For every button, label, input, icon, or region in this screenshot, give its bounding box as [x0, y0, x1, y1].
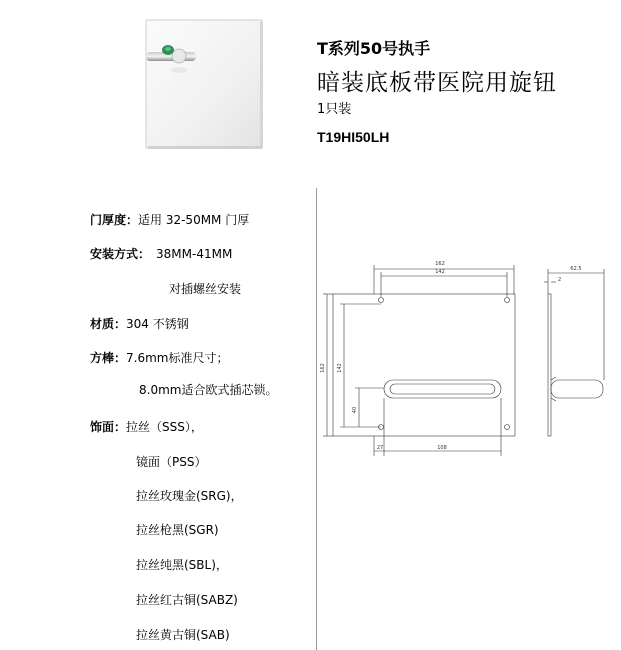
divider	[316, 188, 317, 650]
mounting-hole	[505, 425, 510, 430]
spec-spindle-alt: 8.0mm适合欧式插芯锁。	[139, 383, 278, 397]
dim-lever-height: 40	[352, 406, 358, 414]
spec-value: 适用 32-50MM 门厚	[138, 213, 250, 227]
pack-quantity: 1只装	[317, 102, 352, 117]
spec-install	[90, 245, 232, 262]
dim-side-projection: 62.5	[570, 266, 582, 272]
spec-label: 门厚度：	[90, 213, 139, 227]
product-photo	[136, 18, 264, 150]
spec-label: 饰面：	[90, 420, 127, 434]
finish-item: 拉丝黄古铜(SAB)	[136, 628, 230, 642]
finish-item: 镜面（PSS）	[136, 455, 207, 469]
dim-height-total: 162	[320, 363, 326, 373]
finish-item: 拉丝（SSS），	[126, 420, 203, 434]
plate-outline	[333, 294, 515, 436]
spec-install-method: 对插螺丝安装	[169, 282, 242, 296]
finish-item: 拉丝玫瑰金(SRG)，	[136, 489, 243, 503]
side-view-lever	[551, 380, 603, 398]
spec-value: 304 不锈钢	[126, 317, 189, 331]
mounting-hole	[505, 298, 510, 303]
spec-label: 安装方式：	[90, 247, 151, 261]
series-title: T系列50号执手	[317, 39, 431, 58]
spec-value: 7.6mm标准尺寸；	[126, 351, 229, 365]
dim-left-offset: 27	[376, 445, 384, 451]
spec-label: 材质：	[90, 317, 127, 331]
spec-material	[90, 315, 189, 332]
spec-door-thickness	[90, 211, 249, 228]
spec-spindle	[90, 349, 228, 366]
model-code: T19HI50LH	[317, 129, 390, 145]
finish-item: 拉丝枪黑(SGR)	[136, 523, 219, 537]
dim-plate-thickness: 2	[558, 277, 562, 283]
finish-item: 拉丝纯黑(SBL)，	[136, 558, 228, 572]
dim-lever-length: 108	[437, 445, 447, 451]
lever-inner	[390, 384, 495, 394]
product-name: 暗装底板带医院用旋钮	[317, 70, 557, 96]
mounting-hole	[379, 298, 384, 303]
dim-height-holes: 142	[337, 363, 343, 373]
spec-finish	[90, 418, 203, 435]
technical-drawing	[320, 250, 620, 460]
dim-hole-spacing: 142	[435, 269, 445, 275]
finish-item: 拉丝红古铜(SABZ)	[136, 593, 238, 607]
side-view-plate	[548, 294, 551, 436]
dim-overall-width: 162	[435, 261, 445, 267]
spec-label: 方棒：	[90, 351, 127, 365]
lever-outline	[384, 380, 501, 398]
spec-value: 38MM-41MM	[156, 247, 233, 261]
